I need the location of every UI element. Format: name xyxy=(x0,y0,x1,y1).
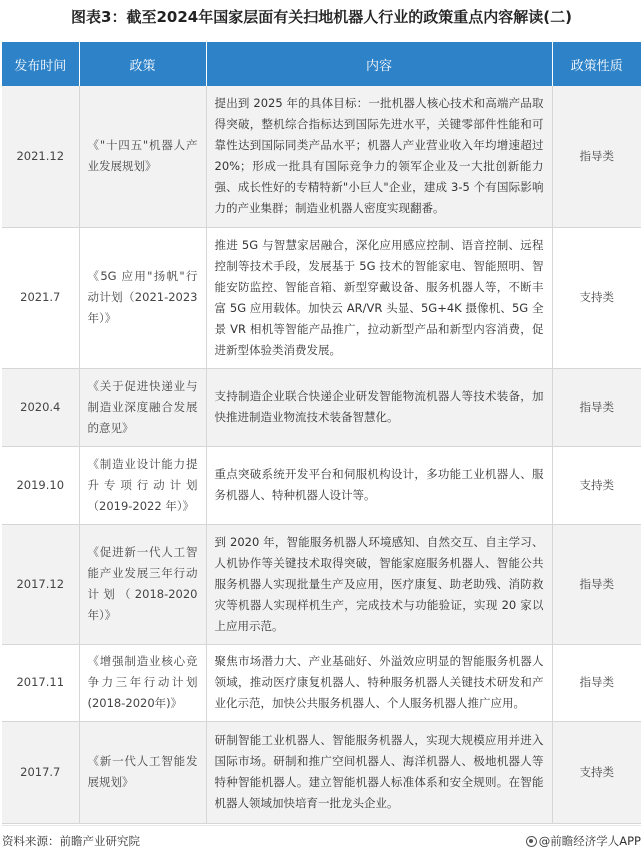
cell-policy: 《新一代人工智能发展规划》 xyxy=(79,721,206,823)
cell-content: 重点突破系统开发平台和伺服机构设计，多功能工业机器人、服务机器人、特种机器人设计等。 xyxy=(206,446,552,524)
cell-date: 2021.12 xyxy=(2,86,79,227)
cell-policy: 《增强制造业核心竞争力三年行动计划(2018-2020年)》 xyxy=(79,644,206,721)
cell-policy: 《5G 应用"扬帆"行动计划（2021-2023年）》 xyxy=(79,227,206,368)
cell-nature: 支持类 xyxy=(552,721,641,823)
cell-content: 研制智能工业机器人、智能服务机器人，实现大规模应用并进入国际市场。研制和推广空间机器人、海洋机器人、极地机器人等特种智能机器人。建立智能机器人标准体系和安全规则。在智能机器人领域加快培育一批龙头企业。 xyxy=(206,721,552,823)
cell-date: 2017.11 xyxy=(2,644,79,721)
column-header-content: 内容 xyxy=(206,42,552,86)
cell-date: 2021.7 xyxy=(2,227,79,368)
table-row xyxy=(2,86,641,227)
cell-date: 2020.4 xyxy=(2,368,79,446)
cell-nature: 支持类 xyxy=(552,227,641,368)
cell-content: 聚焦市场潜力大、产业基础好、外溢效应明显的智能服务机器人领域，推动医疗康复机器人、特种服务机器人关键技术研发和产业化示范，加快公共服务机器人、个人服务机器人推广应用。 xyxy=(206,644,552,721)
cell-date: 2017.12 xyxy=(2,524,79,644)
table-row xyxy=(2,524,641,644)
cell-date: 2019.10 xyxy=(2,446,79,524)
table-row xyxy=(2,644,641,721)
cell-content: 到 2020 年，智能服务机器人环境感知、自然交互、自主学习、人机协作等关键技术取得突破，智能家庭服务机器人、智能公共服务机器人实现批量生产及应用，医疗康复、助老助残、消防救灾等机器人实现样机生产，完成技术与功能验证，实现 20 家以上应用示范。 xyxy=(206,524,552,644)
page-title: 图表3：截至2024年国家层面有关扫地机器人行业的政策重点内容解读(二) xyxy=(71,8,572,26)
column-header-policy: 政策 xyxy=(79,42,206,86)
table-row xyxy=(2,227,641,368)
cell-policy: 《促进新一代人工智能产业发展三年行动计划（2018-2020年）》 xyxy=(79,524,206,644)
policy-table xyxy=(2,42,641,824)
cell-nature: 支持类 xyxy=(552,446,641,524)
cell-policy: 《"十四五"机器人产业发展规划》 xyxy=(79,86,206,227)
brand-label: @前瞻经济学人APP xyxy=(538,834,641,848)
brand-logo-icon xyxy=(526,836,537,847)
cell-policy: 《制造业设计能力提升专项行动计划（2019-2022 年）》 xyxy=(79,446,206,524)
cell-nature: 指导类 xyxy=(552,368,641,446)
table-row xyxy=(2,446,641,524)
table-row xyxy=(2,721,641,823)
cell-nature: 指导类 xyxy=(552,644,641,721)
footer xyxy=(2,827,641,853)
source-note: 资料来源：前瞻产业研究院 xyxy=(2,834,140,848)
footer-divider xyxy=(2,825,641,826)
cell-content: 提出到 2025 年的具体目标：一批机器人核心技术和高端产品取得突破，整机综合指标达到国际先进水平，关键零部件性能和可靠性达到国际同类产品水平；机器人产业营业收入年均增速超过20%；形成一批具有国际竞争力的领军企业及一大批创新能力强、成长性好的专精特新"小巨人"企业，建成 3-5 个有国际影响力的产业集群；制造业机器人密度实现翻番。 xyxy=(206,86,552,227)
column-header-nature: 政策性质 xyxy=(552,42,641,86)
cell-content: 支持制造企业联合快递企业研发智能物流机器人等技术装备，加快推进制造业物流技术装备智慧化。 xyxy=(206,368,552,446)
cell-content: 推进 5G 与智慧家居融合，深化应用感应控制、语音控制、远程控制等技术手段，发展基于 5G 技术的智能家电、智能照明、智能安防监控、智能音箱、新型穿戴设备、服务机器人等，不断丰富 5G 应用载体。加快云 AR/VR 头显、5G+4K 摄像机、5G 全景 VR 相机等智能产品推广，拉动新型产品和新型内容消费，促进新型体验类消费发展。 xyxy=(206,227,552,368)
cell-nature: 指导类 xyxy=(552,524,641,644)
column-header-date: 发布时间 xyxy=(2,42,79,86)
cell-nature: 指导类 xyxy=(552,86,641,227)
brand-credit xyxy=(526,833,641,849)
table-header-row xyxy=(2,42,641,86)
table-row xyxy=(2,368,641,446)
cell-date: 2017.7 xyxy=(2,721,79,823)
cell-policy: 《关于促进快递业与制造业深度融合发展的意见》 xyxy=(79,368,206,446)
